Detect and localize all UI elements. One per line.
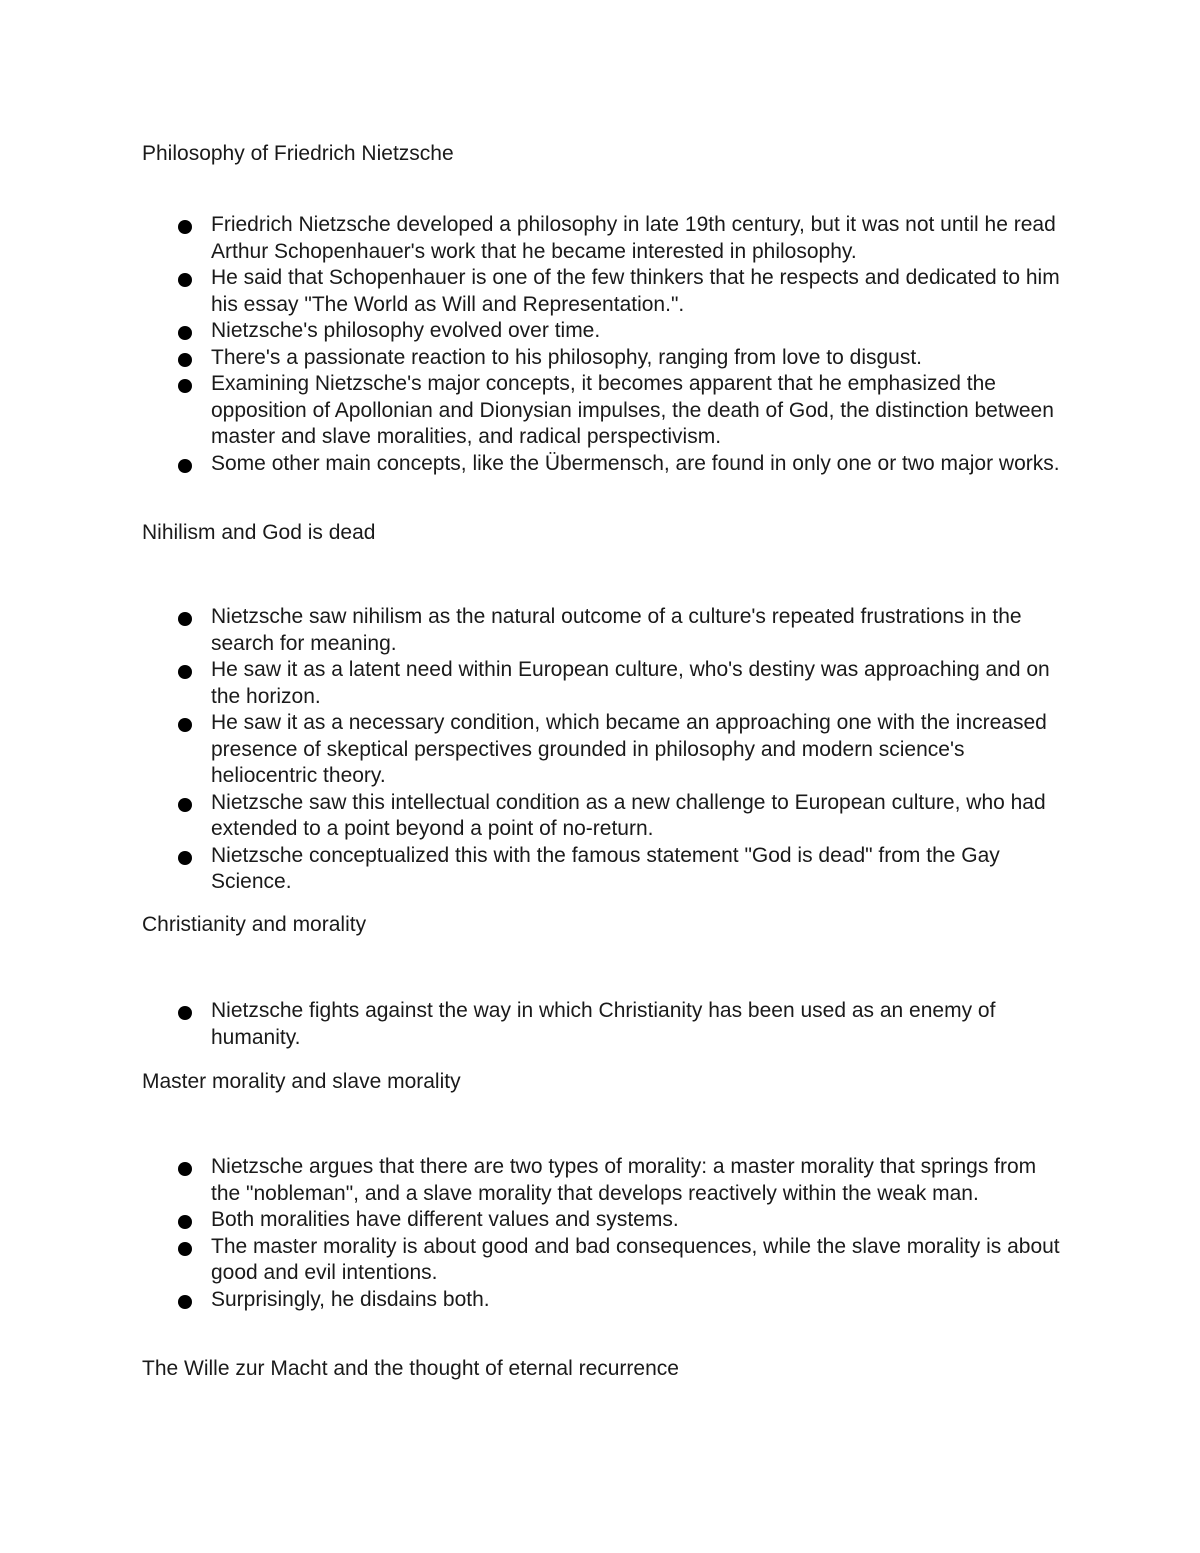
bullet-icon xyxy=(178,1162,192,1176)
list-item xyxy=(0,451,1200,478)
list-item xyxy=(0,1287,1200,1314)
list-item-text: The master morality is about good and bad consequences, while the slave morality is about good and evil intentions. xyxy=(211,1234,1060,1284)
list-item xyxy=(0,371,1200,451)
list-item xyxy=(0,345,1200,372)
list-item xyxy=(0,265,1200,318)
bullet-icon xyxy=(178,718,192,732)
bullet-list-christianity xyxy=(0,998,1200,1051)
list-item xyxy=(0,1154,1200,1207)
section-heading-wille-zur-macht: The Wille zur Macht and the thought of eternal recurrence xyxy=(142,1357,679,1380)
bullet-icon xyxy=(178,1006,192,1020)
list-item xyxy=(0,657,1200,710)
list-item-text: Friedrich Nietzsche developed a philosophy in late 19th century, but it was not until he read Arthur Schopenhauer's work that he became interested in philosophy. xyxy=(211,213,1056,263)
bullet-list-philosophy xyxy=(0,212,1200,477)
bullet-icon xyxy=(178,612,192,626)
list-item-text: Some other main concepts, like the Übermensch, are found in only one or two major works. xyxy=(211,451,1060,475)
bullet-icon xyxy=(178,273,192,287)
bullet-icon xyxy=(178,353,192,367)
list-item xyxy=(0,790,1200,843)
bullet-icon xyxy=(178,851,192,865)
list-item-text: Nietzsche fights against the way in which Christianity has been used as an enemy of humanity. xyxy=(211,999,996,1049)
list-item-text: Nietzsche's philosophy evolved over time. xyxy=(211,319,601,342)
list-item-text: Nietzsche saw nihilism as the natural outcome of a culture's repeated frustrations in the search for meaning. xyxy=(211,605,1022,655)
bullet-list-master-slave xyxy=(0,1154,1200,1313)
section-heading-nihilism: Nihilism and God is dead xyxy=(142,521,376,544)
list-item-text: There's a passionate reaction to his philosophy, ranging from love to disgust. xyxy=(211,345,923,369)
bullet-list-nihilism xyxy=(0,604,1200,896)
list-item xyxy=(0,1234,1200,1287)
bullet-icon xyxy=(178,1215,192,1229)
bullet-icon xyxy=(178,665,192,679)
section-heading-philosophy: Philosophy of Friedrich Nietzsche xyxy=(142,142,454,165)
list-item-text: Surprisingly, he disdains both. xyxy=(211,1287,490,1311)
list-item-text: He saw it as a latent need within European culture, who's destiny was approaching and on the horizon. xyxy=(211,658,1050,708)
list-item-text: Nietzsche argues that there are two types of morality: a master morality that springs from the "nobleman", and a slave morality that develops reactively within the weak man. xyxy=(211,1155,1037,1205)
list-item-text: Examining Nietzsche's major concepts, it becomes apparent that he emphasized the opposition of Apollonian and Dionysian impulses, the death of God, the distinction between master and slave moralities, and radical perspectivism. xyxy=(211,372,1054,448)
bullet-icon xyxy=(178,1295,192,1309)
list-item-text: He said that Schopenhauer is one of the few thinkers that he respects and dedicated to him his essay "The World as Will and Representation.". xyxy=(211,266,1060,316)
list-item-text: Both moralities have different values and systems. xyxy=(211,1208,679,1231)
list-item xyxy=(0,604,1200,657)
bullet-icon xyxy=(178,1242,192,1256)
section-heading-master-slave: Master morality and slave morality xyxy=(142,1070,461,1093)
bullet-icon xyxy=(178,459,192,473)
list-item xyxy=(0,998,1200,1051)
bullet-icon xyxy=(178,379,192,393)
list-item xyxy=(0,1207,1200,1234)
list-item-text: Nietzsche conceptualized this with the famous statement "God is dead" from the Gay Science. xyxy=(211,843,1000,893)
list-item-text: He saw it as a necessary condition, which became an approaching one with the increased presence of skeptical perspectives grounded in philosophy and modern science's heliocentric theory. xyxy=(211,711,1047,787)
list-item xyxy=(0,710,1200,790)
list-item xyxy=(0,843,1200,896)
bullet-icon xyxy=(178,798,192,812)
list-item xyxy=(0,212,1200,265)
list-item xyxy=(0,318,1200,345)
list-item-text: Nietzsche saw this intellectual condition as a new challenge to European culture, who had extended to a point beyond a point of no-return. xyxy=(211,790,1046,840)
bullet-icon xyxy=(178,220,192,234)
section-heading-christianity: Christianity and morality xyxy=(142,913,367,936)
bullet-icon xyxy=(178,326,192,340)
